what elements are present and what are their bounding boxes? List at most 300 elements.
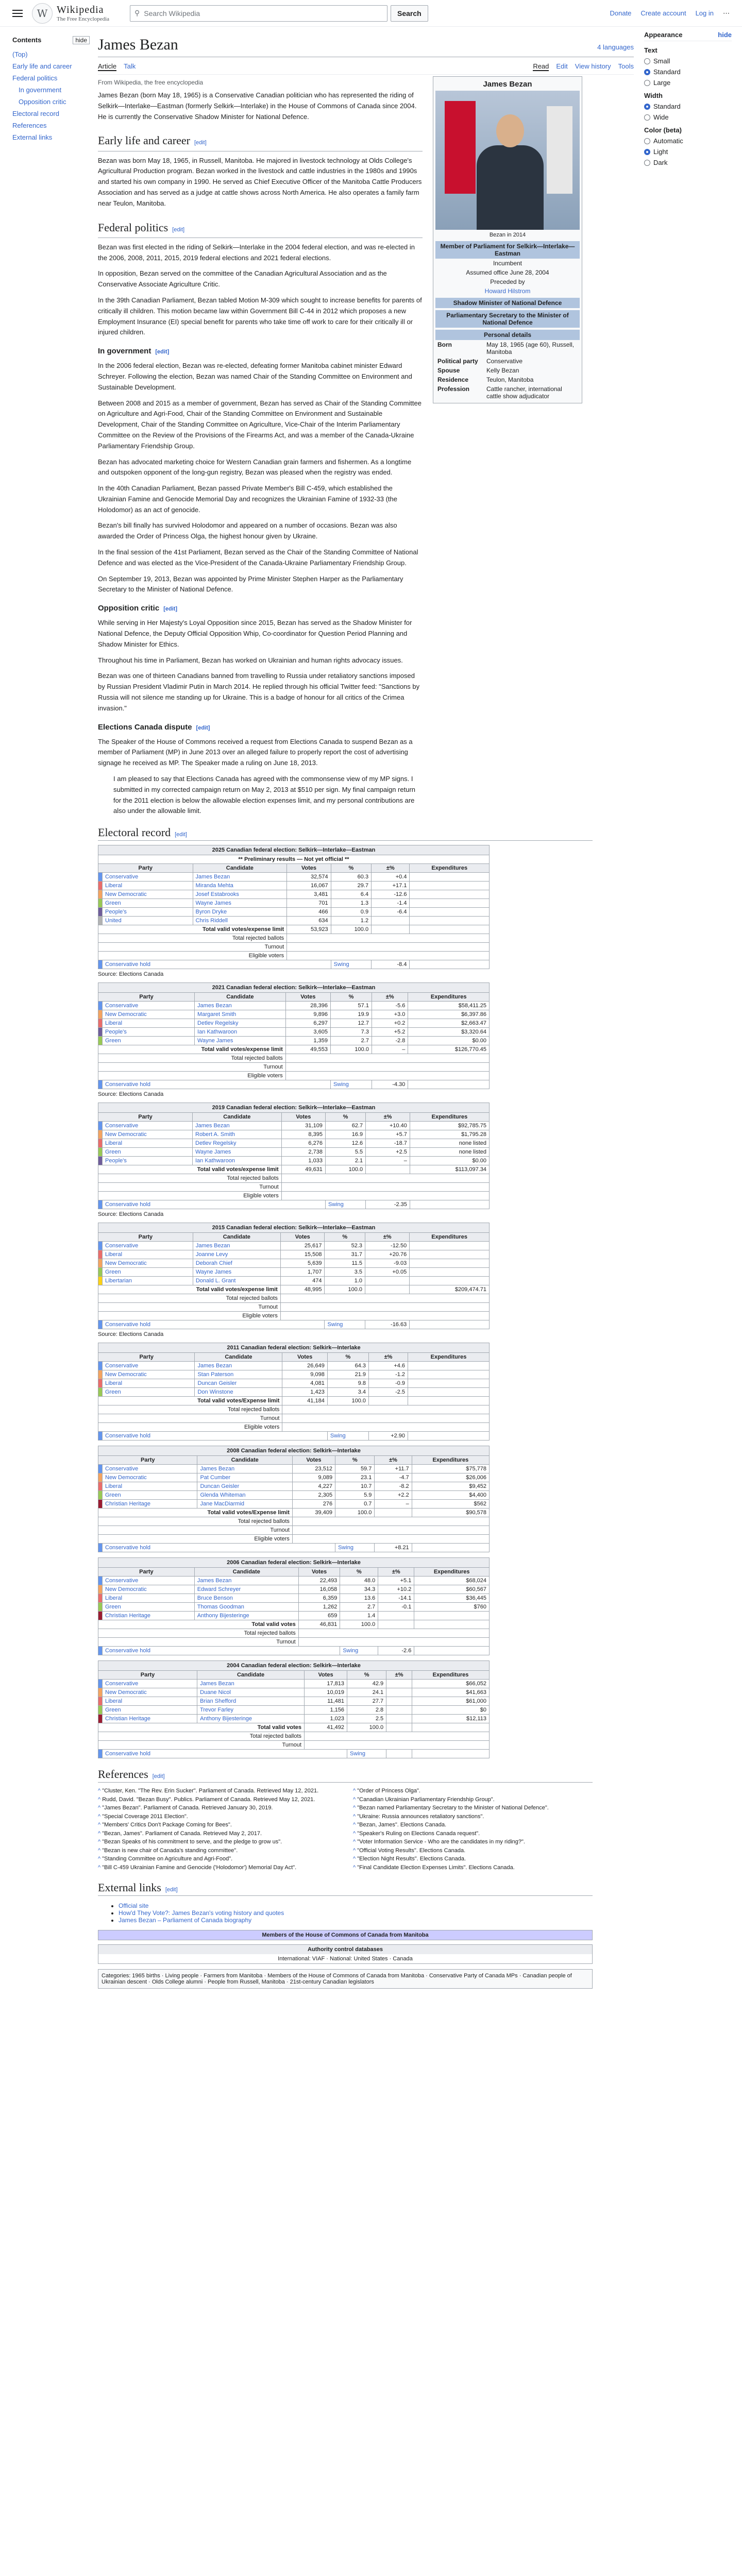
candidate-cell[interactable]: Wayne James bbox=[193, 899, 287, 908]
backlink-caret[interactable]: ^ bbox=[353, 1830, 358, 1837]
toc-item-top[interactable]: (Top) bbox=[12, 50, 28, 58]
reference-text: "Order of Princess Olga". bbox=[357, 1788, 420, 1794]
swing-label[interactable]: Swing bbox=[331, 960, 371, 969]
value-cell: 9,098 bbox=[282, 1370, 327, 1379]
column-header: Votes bbox=[282, 1353, 327, 1362]
party-cell[interactable]: New Democratic bbox=[103, 1010, 195, 1019]
party-cell[interactable]: New Democratic bbox=[103, 1688, 197, 1697]
value-cell: 1,359 bbox=[285, 1037, 330, 1045]
candidate-cell[interactable]: Duane Nicol bbox=[197, 1688, 305, 1697]
election-table-caption: 2021 Canadian federal election: Selkirk—Interlake—Eastman bbox=[98, 982, 490, 992]
reference-item[interactable] bbox=[353, 1804, 593, 1812]
color-dark[interactable] bbox=[644, 159, 732, 166]
paragraph: In the final session of the 41st Parliament, Bezan served as the Chair of the Standing Committee of National Defence and was elected as the Vice-President of the Canada-Ukraine Parliamentary Friendship Group. bbox=[98, 548, 418, 567]
party-cell[interactable]: Green bbox=[103, 1148, 193, 1157]
table-row bbox=[98, 1130, 490, 1139]
candidate-cell[interactable]: Wayne James bbox=[195, 1037, 286, 1045]
party-cell[interactable]: Green bbox=[103, 1268, 193, 1277]
candidate-cell[interactable]: Joanne Levy bbox=[193, 1250, 280, 1259]
appearance-hide-button[interactable]: hide bbox=[718, 31, 732, 39]
election-table bbox=[98, 982, 490, 1089]
edit-link[interactable]: [edit] bbox=[163, 606, 178, 613]
summary-label: Total rejected ballots bbox=[98, 1405, 282, 1414]
candidate-cell[interactable]: Robert A. Smith bbox=[193, 1130, 282, 1139]
value-cell: 100.0 bbox=[340, 1620, 378, 1629]
table-source[interactable]: Source: Elections Canada bbox=[98, 971, 164, 978]
external-link[interactable] bbox=[119, 1917, 634, 1924]
party-cell[interactable]: Christian Heritage bbox=[103, 1715, 197, 1723]
reference-item[interactable] bbox=[353, 1863, 593, 1872]
summary-row bbox=[98, 1741, 490, 1750]
candidate-cell[interactable]: Chris Riddell bbox=[193, 917, 287, 925]
party-color-swatch bbox=[98, 1491, 103, 1500]
party-cell[interactable]: Green bbox=[103, 1491, 197, 1500]
candidate-cell[interactable]: Josef Estabrooks bbox=[193, 890, 287, 899]
party-color-swatch bbox=[98, 1432, 103, 1440]
totals-label: Total valid votes/expense limit bbox=[98, 925, 287, 934]
search-input[interactable] bbox=[130, 5, 387, 22]
summary-label: Turnout bbox=[98, 1183, 282, 1192]
value-cell: +2.2 bbox=[375, 1491, 412, 1500]
edit-link[interactable]: [edit] bbox=[165, 1887, 178, 1893]
toc-item-early-life[interactable]: Early life and career bbox=[12, 62, 72, 70]
appearance-header bbox=[644, 31, 732, 41]
election-table bbox=[98, 1343, 490, 1440]
swing-label[interactable]: Swing bbox=[330, 1080, 372, 1089]
backlink-caret[interactable]: ^ bbox=[98, 1839, 103, 1845]
backlink-caret[interactable]: ^ bbox=[353, 1839, 358, 1845]
reference-item[interactable] bbox=[98, 1812, 338, 1821]
section-title: References bbox=[98, 1768, 148, 1781]
summary-label: Eligible voters bbox=[98, 1192, 282, 1200]
image-caption: Bezan in 2014 bbox=[489, 232, 526, 238]
value-cell: $36,445 bbox=[414, 1594, 490, 1603]
edit-link[interactable]: [edit] bbox=[152, 1773, 165, 1780]
option-label: Dark bbox=[653, 159, 668, 166]
party-cell[interactable]: Conservative bbox=[103, 1242, 193, 1250]
donate-link[interactable]: Donate bbox=[610, 9, 632, 17]
party-cell[interactable]: Green bbox=[103, 899, 193, 908]
party-cell[interactable]: Liberal bbox=[103, 1482, 197, 1491]
value-cell: 39,409 bbox=[292, 1509, 335, 1517]
candidate-cell[interactable]: James Bezan bbox=[197, 1680, 305, 1688]
toc-item-opposition[interactable]: Opposition critic bbox=[19, 98, 66, 106]
party-cell[interactable]: Liberal bbox=[103, 882, 193, 890]
infobox-row bbox=[435, 366, 580, 375]
table-row bbox=[98, 1028, 490, 1037]
party-cell[interactable]: Liberal bbox=[103, 1379, 195, 1388]
value-cell: 659 bbox=[298, 1612, 340, 1620]
candidate-cell[interactable]: Jane MacDiarmid bbox=[197, 1500, 292, 1509]
reference-text: "Standing Committee on Agriculture and Agri-Food". bbox=[102, 1856, 233, 1862]
external-link[interactable] bbox=[119, 1902, 634, 1909]
value-cell bbox=[410, 1242, 490, 1250]
hold-label[interactable]: Conservative hold bbox=[103, 960, 331, 969]
toc-heading: Contents bbox=[12, 36, 42, 44]
candidate-cell[interactable]: Don Winstone bbox=[195, 1388, 282, 1397]
section-title: Early life and career bbox=[98, 134, 190, 147]
party-cell[interactable]: Christian Heritage bbox=[103, 1500, 197, 1509]
swing-label[interactable]: Swing bbox=[340, 1647, 378, 1655]
party-color-swatch bbox=[98, 1028, 103, 1037]
reference-item[interactable] bbox=[98, 1855, 338, 1863]
reference-item[interactable] bbox=[353, 1838, 593, 1846]
candidate-cell[interactable]: Byron Dryke bbox=[193, 908, 287, 917]
hold-label[interactable]: Conservative hold bbox=[103, 1320, 325, 1329]
paragraph: Bezan was first elected in the riding of Selkirk—Interlake in the 2004 federal election, and was re-elected in the 2006, 2008, 2011, 2015, 2019 federal elections and 2021 federal elections. bbox=[98, 243, 415, 262]
navbox-title[interactable]: Authority control databases bbox=[98, 1945, 592, 1954]
summary-label: Total rejected ballots bbox=[98, 934, 287, 943]
party-cell[interactable]: New Democratic bbox=[103, 1473, 197, 1482]
value-cell: 2.7 bbox=[340, 1603, 378, 1612]
backlink-caret[interactable]: ^ bbox=[353, 1788, 358, 1794]
reference-text: "Voter Information Service - Who are the candidates in my riding?". bbox=[357, 1839, 525, 1845]
edit-link[interactable]: [edit] bbox=[172, 226, 185, 233]
reference-item[interactable] bbox=[353, 1829, 593, 1838]
hold-label[interactable]: Conservative hold bbox=[103, 1647, 340, 1655]
toc-item-federal-politics[interactable]: Federal politics bbox=[12, 74, 58, 82]
party-cell[interactable]: Liberal bbox=[103, 1139, 193, 1148]
party-color-swatch bbox=[98, 1706, 103, 1715]
reference-item[interactable] bbox=[353, 1795, 593, 1804]
reference-item[interactable] bbox=[353, 1787, 593, 1795]
party-color-swatch bbox=[98, 1482, 103, 1491]
option-label: Light bbox=[653, 148, 668, 156]
width-wide[interactable] bbox=[644, 113, 732, 121]
value-cell: 6,359 bbox=[298, 1594, 340, 1603]
backlink-caret[interactable]: ^ bbox=[353, 1805, 358, 1811]
column-header: % bbox=[325, 1113, 365, 1122]
party-cell[interactable]: Conservative bbox=[103, 1577, 195, 1585]
navbox-row bbox=[98, 1954, 592, 1963]
infobox-row bbox=[435, 384, 580, 401]
candidate-cell[interactable]: Deborah Chief bbox=[193, 1259, 280, 1268]
predecessor-name[interactable]: Howard Hilstrom bbox=[484, 287, 531, 295]
office-heading[interactable]: Parliamentary Secretary to the Minister of National Defence bbox=[435, 310, 580, 328]
table-row bbox=[98, 899, 490, 908]
value-cell: 6,276 bbox=[281, 1139, 325, 1148]
color-light[interactable] bbox=[644, 148, 732, 156]
candidate-cell[interactable]: Edward Schreyer bbox=[194, 1585, 298, 1594]
backlink-caret[interactable]: ^ bbox=[353, 1864, 358, 1871]
log-in-link[interactable]: Log in bbox=[695, 9, 714, 17]
party-color-swatch bbox=[98, 1010, 103, 1019]
text-size-standard[interactable] bbox=[644, 68, 732, 76]
width-standard[interactable] bbox=[644, 103, 732, 110]
swing-value: -4.30 bbox=[372, 1080, 408, 1089]
value-cell: -1.2 bbox=[369, 1370, 408, 1379]
empty-cell bbox=[408, 1080, 490, 1089]
toc-item-electoral-record[interactable]: Electoral record bbox=[12, 110, 60, 117]
value-cell: $562 bbox=[412, 1500, 489, 1509]
party-cell[interactable]: Green bbox=[103, 1603, 195, 1612]
reference-item[interactable] bbox=[98, 1795, 338, 1804]
section-heading bbox=[98, 131, 423, 151]
result-row bbox=[98, 1320, 490, 1329]
swing-label[interactable]: Swing bbox=[327, 1432, 368, 1440]
column-header: Candidate bbox=[197, 1671, 305, 1680]
party-cell[interactable]: New Democratic bbox=[103, 1130, 193, 1139]
navbox-content[interactable]: International: VIAF · National: United States · Canada bbox=[278, 1956, 413, 1962]
portrait-image[interactable] bbox=[435, 91, 580, 230]
external-link-text[interactable]: How'd They Vote?: James Bezan's voting history and quotes bbox=[119, 1909, 284, 1917]
table-source[interactable]: Source: Elections Canada bbox=[98, 1091, 164, 1098]
party-cell[interactable]: People's bbox=[103, 1157, 193, 1165]
party-cell[interactable]: Conservative bbox=[103, 1680, 197, 1688]
navbox bbox=[98, 1944, 593, 1964]
value-cell: $2,663.47 bbox=[408, 1019, 490, 1028]
backlink-caret[interactable]: ^ bbox=[98, 1847, 103, 1854]
party-color-swatch bbox=[98, 1603, 103, 1612]
party-cell[interactable]: Libertarian bbox=[103, 1277, 193, 1285]
hold-label[interactable]: Conservative hold bbox=[103, 1544, 335, 1552]
external-link-text[interactable]: James Bezan – Parliament of Canada biography bbox=[119, 1917, 252, 1924]
tab-article[interactable]: Article bbox=[98, 62, 117, 70]
party-cell[interactable]: Conservative bbox=[103, 873, 193, 882]
table-row bbox=[98, 1482, 490, 1491]
summary-label: Turnout bbox=[98, 1414, 282, 1423]
toc-hide-button[interactable]: hide bbox=[73, 36, 90, 44]
party-cell[interactable]: Christian Heritage bbox=[103, 1612, 195, 1620]
wikipedia-wordmark[interactable] bbox=[57, 4, 109, 22]
value-cell bbox=[408, 1370, 490, 1379]
summary-row bbox=[98, 934, 490, 943]
table-source[interactable]: Source: Elections Canada bbox=[98, 1211, 164, 1218]
party-cell[interactable]: Green bbox=[103, 1037, 195, 1045]
backlink-caret[interactable]: ^ bbox=[98, 1822, 103, 1828]
summary-row bbox=[98, 1054, 490, 1063]
reference-item[interactable] bbox=[353, 1855, 593, 1863]
party-color-swatch bbox=[98, 1362, 103, 1370]
value-cell: 3,605 bbox=[285, 1028, 330, 1037]
search-button[interactable]: Search bbox=[391, 5, 428, 22]
row-key: Profession bbox=[437, 385, 470, 393]
tab-tools[interactable]: Tools bbox=[618, 62, 634, 70]
column-header: Votes bbox=[285, 993, 330, 1002]
main-menu-icon[interactable] bbox=[12, 10, 23, 17]
candidate-cell[interactable]: James Bezan bbox=[194, 1577, 298, 1585]
value-cell: 1,262 bbox=[298, 1603, 340, 1612]
value-cell: 5.5 bbox=[325, 1148, 365, 1157]
party-color-swatch bbox=[98, 1080, 103, 1089]
navbox-title[interactable]: Members of the House of Commons of Canada from Manitoba bbox=[98, 1930, 592, 1940]
backlink-caret[interactable]: ^ bbox=[98, 1864, 103, 1871]
office-heading[interactable]: Shadow Minister of National Defence bbox=[435, 298, 580, 308]
reference-item[interactable] bbox=[98, 1821, 338, 1829]
color-automatic[interactable] bbox=[644, 137, 732, 145]
value-cell: 31.7 bbox=[325, 1250, 365, 1259]
candidate-cell[interactable]: Duncan Geisler bbox=[195, 1379, 282, 1388]
backlink-caret[interactable]: ^ bbox=[353, 1813, 358, 1820]
language-selector[interactable]: 4 languages bbox=[597, 43, 634, 51]
candidate-cell[interactable]: James Bezan bbox=[195, 1002, 286, 1010]
party-cell[interactable]: Green bbox=[103, 1388, 195, 1397]
candidate-cell[interactable]: Bruce Benson bbox=[194, 1594, 298, 1603]
party-cell[interactable]: New Democratic bbox=[103, 1259, 193, 1268]
tab-talk[interactable]: Talk bbox=[124, 62, 136, 70]
backlink-caret[interactable]: ^ bbox=[353, 1847, 358, 1854]
reference-text: "Bezan is new chair of Canada's standing committee". bbox=[102, 1847, 238, 1854]
candidate-cell[interactable]: Detlev Regelsky bbox=[193, 1139, 282, 1148]
candidate-cell[interactable]: Duncan Geisler bbox=[197, 1482, 292, 1491]
summary-row bbox=[98, 1192, 490, 1200]
party-color-swatch bbox=[98, 1200, 103, 1209]
party-cell[interactable]: Green bbox=[103, 1706, 197, 1715]
backlink-caret[interactable]: ^ bbox=[353, 1856, 358, 1862]
party-cell[interactable]: Liberal bbox=[103, 1250, 193, 1259]
lead-paragraph: James Bezan (born May 18, 1965) is a Conservative Canadian politician who has represented the riding of Selkirk—Interlake—Eastman (formerly Selkirk—Interlake) in the House of Commons of Canada since 2004. He is currently the Conservative Shadow Minister for National Defence. bbox=[98, 91, 417, 121]
tab-view-history[interactable]: View history bbox=[575, 62, 611, 70]
tab-edit[interactable]: Edit bbox=[556, 62, 568, 70]
value-cell bbox=[366, 1165, 410, 1174]
party-cell[interactable]: New Democratic bbox=[103, 890, 193, 899]
value-cell: -14.1 bbox=[378, 1594, 414, 1603]
party-cell[interactable]: United bbox=[103, 917, 193, 925]
edit-link[interactable]: [edit] bbox=[155, 349, 170, 355]
candidate-cell[interactable]: Pat Cumber bbox=[197, 1473, 292, 1482]
tab-read[interactable]: Read bbox=[533, 62, 549, 70]
candidate-cell[interactable]: Margaret Smith bbox=[195, 1010, 286, 1019]
reference-item[interactable] bbox=[98, 1787, 338, 1795]
value-cell: $41,663 bbox=[412, 1688, 490, 1697]
column-header: % bbox=[330, 993, 372, 1002]
candidate-cell[interactable]: James Bezan bbox=[193, 873, 287, 882]
backlink-caret[interactable]: ^ bbox=[98, 1805, 103, 1811]
candidate-cell[interactable]: Anthony Bijesteringe bbox=[197, 1715, 305, 1723]
party-cell[interactable]: New Democratic bbox=[103, 1585, 195, 1594]
totals-row bbox=[98, 925, 490, 934]
external-link[interactable] bbox=[119, 1909, 634, 1917]
candidate-cell[interactable]: Glenda Whiteman bbox=[197, 1491, 292, 1500]
person-figure bbox=[477, 145, 544, 230]
value-cell: -2.5 bbox=[369, 1388, 408, 1397]
hold-label[interactable]: Conservative hold bbox=[103, 1432, 328, 1440]
candidate-cell[interactable]: Anthony Bijesteringe bbox=[194, 1612, 298, 1620]
value-cell: 100.0 bbox=[331, 925, 371, 934]
external-link-text[interactable]: Official site bbox=[119, 1902, 149, 1910]
candidate-cell[interactable]: Donald L. Grant bbox=[193, 1277, 280, 1285]
candidate-cell[interactable]: Ian Kathwaroon bbox=[193, 1157, 282, 1165]
swing-label[interactable]: Swing bbox=[325, 1200, 365, 1209]
value-cell: 53,923 bbox=[287, 925, 331, 934]
swing-label[interactable]: Swing bbox=[335, 1544, 375, 1552]
reference-item[interactable] bbox=[98, 1804, 338, 1812]
create-account-link[interactable]: Create account bbox=[640, 9, 686, 17]
candidate-cell[interactable]: Thomas Goodman bbox=[194, 1603, 298, 1612]
reference-item[interactable] bbox=[98, 1863, 338, 1872]
party-cell[interactable]: People's bbox=[103, 1028, 195, 1037]
swing-value: +8.21 bbox=[375, 1544, 412, 1552]
party-cell[interactable]: Liberal bbox=[103, 1697, 197, 1706]
candidate-cell[interactable]: Brian Shefford bbox=[197, 1697, 305, 1706]
reference-item[interactable] bbox=[98, 1838, 338, 1846]
candidate-cell[interactable]: Wayne James bbox=[193, 1268, 280, 1277]
summary-row bbox=[98, 1072, 490, 1080]
value-cell: 15,508 bbox=[280, 1250, 325, 1259]
backlink-caret[interactable]: ^ bbox=[98, 1830, 103, 1837]
more-options-icon[interactable]: ⋯ bbox=[723, 9, 730, 17]
candidate-cell[interactable]: Miranda Mehta bbox=[193, 882, 287, 890]
toc-item-references[interactable]: References bbox=[12, 122, 47, 129]
party-cell[interactable]: Conservative bbox=[103, 1122, 193, 1130]
section-title: Federal politics bbox=[98, 221, 168, 234]
candidate-cell[interactable]: Detlev Regelsky bbox=[195, 1019, 286, 1028]
wikipedia-logo-icon[interactable]: W bbox=[32, 3, 53, 24]
toc-item-in-government[interactable]: In government bbox=[19, 86, 62, 94]
text-size-small[interactable] bbox=[644, 57, 732, 65]
summary-label: Turnout bbox=[98, 943, 287, 952]
candidate-cell[interactable]: Trevor Farley bbox=[197, 1706, 305, 1715]
row-value: Kelly Bezan bbox=[486, 367, 519, 374]
hold-label[interactable]: Conservative hold bbox=[103, 1080, 331, 1089]
value-cell bbox=[408, 1362, 490, 1370]
party-color-swatch bbox=[98, 1379, 103, 1388]
candidate-cell[interactable]: Wayne James bbox=[193, 1148, 282, 1157]
toc-item-external-links[interactable]: External links bbox=[12, 133, 53, 141]
reference-item[interactable] bbox=[353, 1821, 593, 1829]
value-cell: 1.0 bbox=[325, 1277, 365, 1285]
edit-link[interactable]: [edit] bbox=[175, 832, 187, 838]
candidate-cell[interactable]: James Bezan bbox=[193, 1242, 280, 1250]
category-links[interactable]: Categories: 1965 births · Living people · Farmers from Manitoba · Members of the House of Commons of Canada from Manitoba · Conservative Party of Canada MPs · Canadian people of Ukrainian descent · Olds College alumni · People from Russell, Manitoba · 21st-century Canadian legislators bbox=[98, 1969, 593, 1989]
hold-label[interactable]: Conservative hold bbox=[103, 1750, 347, 1758]
summary-row bbox=[98, 1063, 490, 1072]
summary-label: Total rejected ballots bbox=[98, 1054, 286, 1063]
party-cell[interactable]: New Democratic bbox=[103, 1370, 195, 1379]
backlink-caret[interactable]: ^ bbox=[98, 1813, 103, 1820]
party-cell[interactable]: Liberal bbox=[103, 1594, 195, 1603]
hold-label[interactable]: Conservative hold bbox=[103, 1200, 326, 1209]
value-cell bbox=[386, 1706, 412, 1715]
party-cell[interactable]: Conservative bbox=[103, 1002, 195, 1010]
party-cell[interactable]: Conservative bbox=[103, 1362, 195, 1370]
candidate-cell[interactable]: Stan Paterson bbox=[195, 1370, 282, 1379]
reference-item[interactable] bbox=[98, 1829, 338, 1838]
candidate-cell[interactable]: James Bezan bbox=[197, 1465, 292, 1473]
party-cell[interactable]: Liberal bbox=[103, 1019, 195, 1028]
swing-label[interactable]: Swing bbox=[325, 1320, 365, 1329]
backlink-caret[interactable]: ^ bbox=[353, 1822, 358, 1828]
table-source[interactable]: Source: Elections Canada bbox=[98, 1331, 164, 1338]
candidate-cell[interactable]: Ian Kathwaroon bbox=[195, 1028, 286, 1037]
backlink-caret[interactable]: ^ bbox=[98, 1856, 103, 1862]
swing-label[interactable]: Swing bbox=[347, 1750, 386, 1758]
predecessor-link[interactable] bbox=[435, 286, 580, 296]
edit-link[interactable]: [edit] bbox=[194, 140, 207, 146]
backlink-caret[interactable]: ^ bbox=[98, 1788, 103, 1794]
reference-item[interactable] bbox=[98, 1846, 338, 1855]
backlink-caret[interactable]: ^ bbox=[353, 1796, 358, 1803]
party-cell[interactable]: Conservative bbox=[103, 1465, 197, 1473]
candidate-cell[interactable]: James Bezan bbox=[195, 1362, 282, 1370]
reference-item[interactable] bbox=[353, 1812, 593, 1821]
candidate-cell[interactable]: James Bezan bbox=[193, 1122, 282, 1130]
edit-link[interactable]: [edit] bbox=[196, 724, 210, 731]
party-color-swatch bbox=[98, 1148, 103, 1157]
party-cell[interactable]: People's bbox=[103, 908, 193, 917]
value-cell: -18.7 bbox=[366, 1139, 410, 1148]
column-header: ±% bbox=[375, 1456, 412, 1465]
reference-item[interactable] bbox=[353, 1846, 593, 1855]
value-cell: 9,089 bbox=[292, 1473, 335, 1482]
value-cell: $1,795.28 bbox=[410, 1130, 489, 1139]
backlink-caret[interactable]: ^ bbox=[98, 1796, 103, 1803]
text-size-large[interactable] bbox=[644, 79, 732, 87]
value-cell: -12.6 bbox=[372, 890, 410, 899]
value-cell bbox=[410, 882, 490, 890]
paragraph: Between 2008 and 2015 as a member of government, Bezan has served as Chair of the Standing Committee on Agriculture and Agri-Food, Chair of the Standing Committee on Environment and Sustainable Development, Chair of the Standing Committee on Agriculture, Vice-Chair of the Interim Parliamentary Committee on the Review of the Provisions of the Firearms Act, and was a member of the Canada-Ukraine Parliamentary Friendship Group. bbox=[98, 399, 421, 450]
office-heading[interactable]: Member of Parliament for Selkirk—Interlake—Eastman bbox=[435, 241, 580, 259]
